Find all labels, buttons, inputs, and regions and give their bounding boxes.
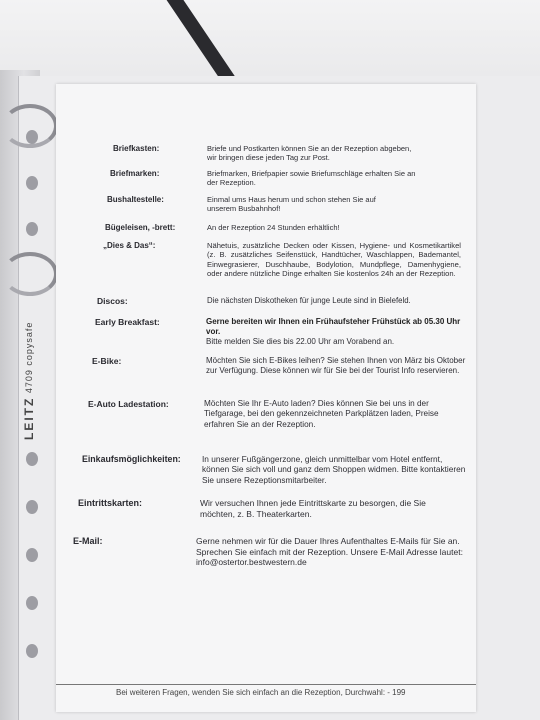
entry-text: Bitte melden Sie dies bis 22.00 Uhr am Vorabend an. <box>206 337 395 346</box>
entry-text-block <box>206 317 466 347</box>
punch-hole <box>26 222 38 236</box>
entry-label: E-Mail: <box>73 536 103 546</box>
entry-label: Early Breakfast: <box>95 317 160 327</box>
binder-brand-label <box>22 300 36 440</box>
entry-label: „Dies & Das“: <box>103 241 156 250</box>
entry-label: Briefmarken: <box>110 169 160 178</box>
footer-note: Bei weiteren Fragen, wenden Sie sich einfach an die Rezeption, Durchwahl: - 199 <box>116 688 406 697</box>
entry-text: Möchten Sie Ihr E-Auto laden? Dies können Sie bei uns in der Tiefgarage, bei den gekennzeichneten Parkplätzen laden, Preise erfahren Sie an der Rezeption. <box>204 399 439 429</box>
entry-label: Discos: <box>97 296 128 306</box>
entry-label: Bügeleisen, -brett: <box>105 223 176 232</box>
entry-text: Nähetuis, zusätzliche Decken oder Kissen, Hygiene- und Kosmetikartikel (z. B. zusätzliches Seifenstück, Handtücher, Waschlappen, Bademantel, Einwegrasierer, Duschhaube, Bodylotion, Mundpflege, Damenhygiene, oder andere nützliche Dinge erhalten Sie kostenlos 24h an der Rezeption. <box>207 241 461 279</box>
entry-text: Möchten Sie sich E-Bikes leihen? Sie stehen Ihnen von März bis Oktober zur Verfügung. Diese können wir für Sie bei der Tourist Info reservieren. <box>206 356 466 375</box>
entry-label: Bushaltestelle: <box>107 195 164 204</box>
entry-label: Eintrittskarten: <box>78 498 143 508</box>
punch-hole <box>26 644 38 658</box>
info-sheet <box>56 84 476 712</box>
punch-hole <box>26 130 38 144</box>
entry-text: Einmal ums Haus herum und schon stehen Sie auf unserem Busbahnhof! <box>207 195 376 214</box>
punch-hole <box>26 596 38 610</box>
punch-hole <box>26 500 38 514</box>
entry-label: Einkaufsmöglichkeiten: <box>82 454 181 464</box>
punch-hole <box>26 176 38 190</box>
footer-divider <box>56 684 476 685</box>
entry-text: Briefmarken, Briefpapier sowie Briefumschläge erhalten Sie an der Rezeption. <box>207 169 416 188</box>
entry-text: Briefe und Postkarten können Sie an der Rezeption abgeben, wir bringen diese jeden Tag zur Post. <box>207 144 412 163</box>
punch-hole <box>26 452 38 466</box>
entry-text: Wir versuchen Ihnen jede Eintrittskarte zu besorgen, die Sie möchten, z. B. Theaterkarten. <box>200 498 426 519</box>
entry-text: Die nächsten Diskotheken für junge Leute sind in Bielefeld. <box>207 296 411 305</box>
entry-label: E-Bike: <box>92 356 122 366</box>
brand-name: LEITZ <box>22 396 36 440</box>
entry-text: An der Rezeption 24 Stunden erhältlich! <box>207 223 340 232</box>
entry-text: Gerne nehmen wir für die Dauer Ihres Aufenthaltes E-Mails für Sie an. Sprechen Sie einfach mit der Rezeption. Unsere E-Mail Adresse lautet: info@ostertor.bestwestern.de <box>196 536 463 568</box>
entry-text: In unserer Fußgängerzone, gleich unmittelbar vom Hotel entfernt, können Sie sich voll und ganz dem Shoppen widmen. Bitte kontaktieren Sie unsere Rezeptionsmitarbeiter. <box>202 454 466 485</box>
entry-text-emphasis: Gerne bereiten wir Ihnen ein Frühaufsteher Frühstück ab 05.30 Uhr vor. <box>206 317 461 336</box>
punch-hole <box>26 548 38 562</box>
entry-label: Briefkasten: <box>113 144 160 153</box>
entry-label: E-Auto Ladestation: <box>88 399 169 409</box>
brand-small-text: 4709 copysafe <box>24 321 34 394</box>
binder-ring-icon <box>2 252 58 296</box>
